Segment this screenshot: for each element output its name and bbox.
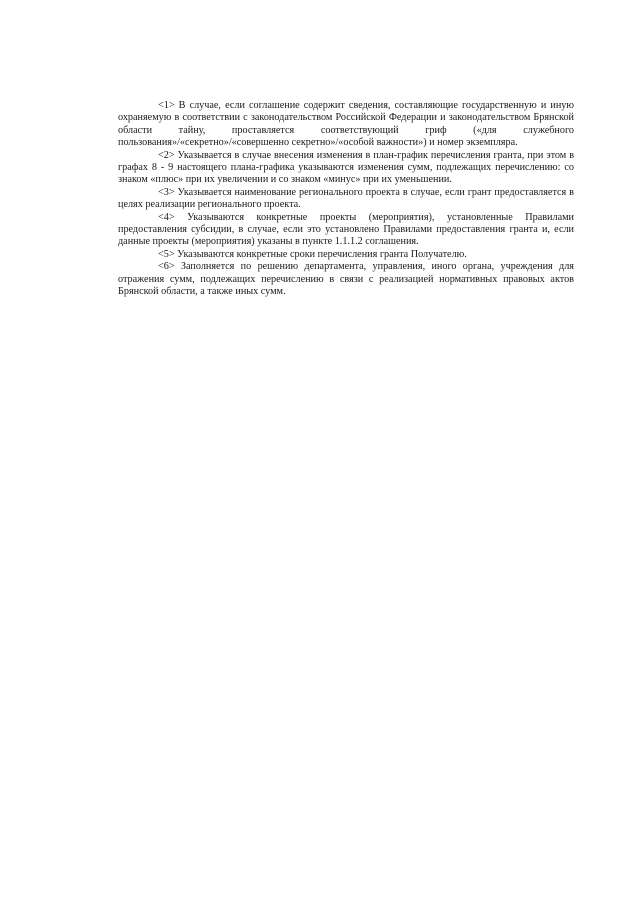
footnote-6: <6> Заполняется по решению департамента, управления, иного органа, учреждения для отражения сумм, подлежащих перечислению в связи с реализацией нормативных правовых актов Брянской области, а также иных сумм. [118,261,574,298]
footnote-5: <5> Указываются конкретные сроки перечисления гранта Получателю. [158,248,467,260]
footnote-4: <4> Указываются конкретные проекты (мероприятия), установленные Правилами предоставления субсидии, в случае, если это установлено Правилами предоставления гранта и, если данные проекты (мероприятия) указаны в пункте 1.1.1.2 соглашения. [118,211,574,248]
footnote-1: <1> В случае, если соглашение содержит сведения, составляющие государственную и иную охраняемую в соответствии с законодательством Российской Федерации и законодательством Брянской области тайну, проставляется соответствующий гриф («для служебного пользования»/«секретно»/«совершенно секретно»/«особой важности») и номер экземпляра. [118,100,574,149]
footnote-3: <3> Указывается наименование регионального проекта в случае, если грант предоставляется в целях реализации регионального проекта. [118,186,574,211]
footnotes-block [118,100,574,299]
footnote-2: <2> Указывается в случае внесения изменения в план-график перечисления гранта, при этом в графах 8 - 9 настоящего плана-графика указываются изменения сумм, подлежащих перечислению: со знаком «плюс» при их увеличении и со знаком «минус» при их уменьшении. [118,149,574,186]
